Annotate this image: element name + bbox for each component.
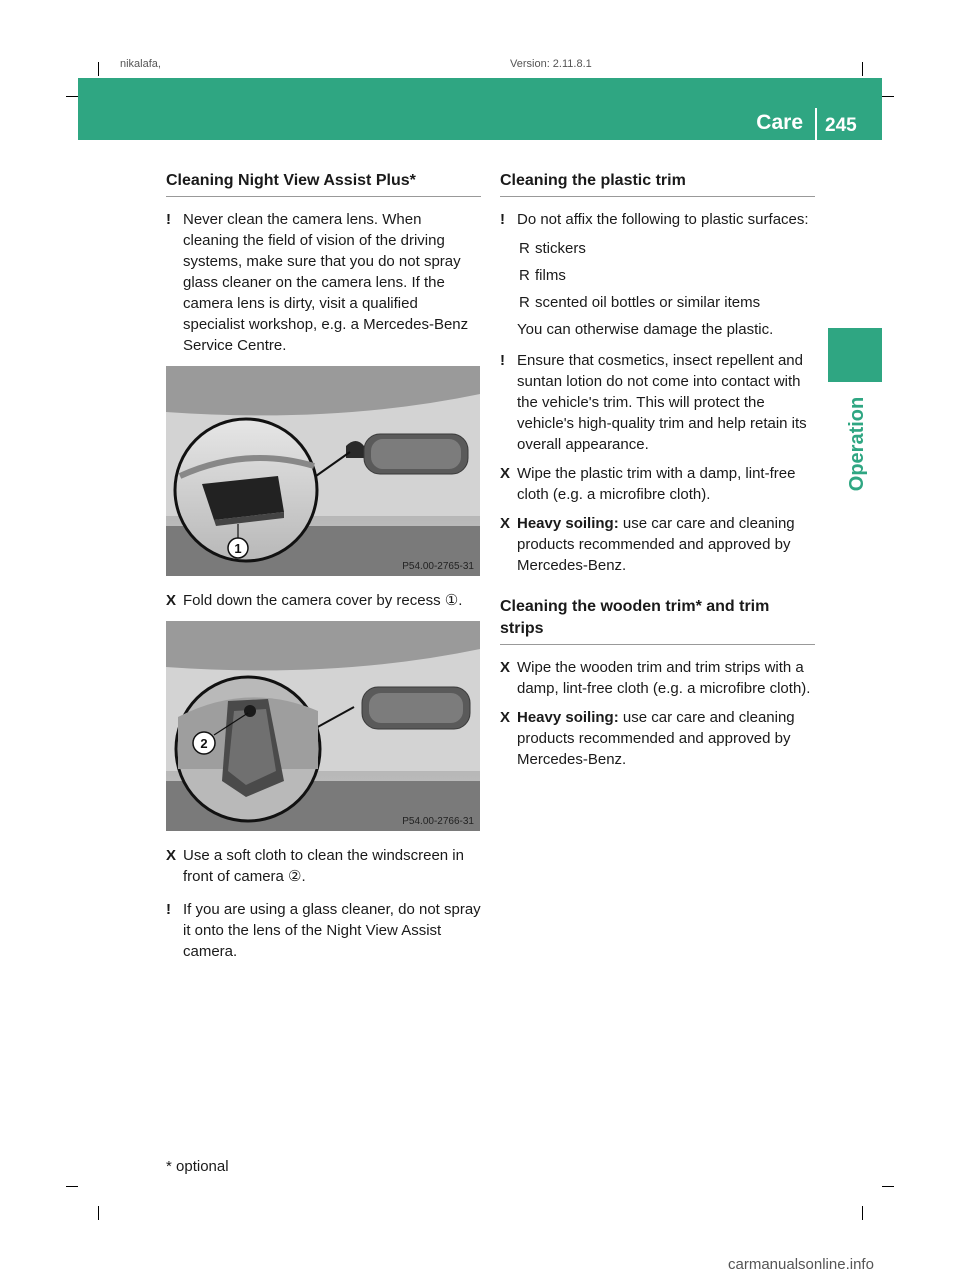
list-item: R films [519, 267, 566, 284]
step-wipe-plastic: X Wipe the plastic trim with a damp, lint-free cloth (e.g. a microfibre cloth). [500, 465, 796, 503]
crop-mark [98, 1206, 99, 1220]
step-icon: X [500, 659, 511, 676]
crop-mark [882, 1186, 894, 1187]
bullet-icon: R [519, 240, 530, 257]
heading-night-view: Cleaning Night View Assist Plus* [166, 170, 481, 197]
side-tab-label [823, 384, 887, 504]
warning-icon: ! [500, 211, 505, 228]
header-separator [815, 108, 817, 140]
step-icon: X [166, 847, 177, 864]
heading-plastic-trim: Cleaning the plastic trim [500, 170, 815, 197]
watermark: carmanualsonline.info [728, 1256, 874, 1273]
step-heavy-soiling: X Heavy soiling: use car care and cleaning products recommended and approved by Mercedes-Benz. [500, 709, 795, 768]
list-item: R stickers [519, 240, 586, 257]
svg-text:Operation: Operation [846, 396, 868, 492]
warning-icon: ! [166, 901, 171, 918]
step-icon: X [166, 592, 177, 609]
crop-mark [862, 1206, 863, 1220]
print-mark-left: nikalafa, [120, 58, 161, 70]
warning-note: ! Ensure that cosmetics, insect repellent and suntan lotion do not come into contact with the vehicle's trim. This will protect the vehicle's high-quality trim and help retain its overall appearance. [500, 352, 807, 453]
step-icon: X [500, 515, 511, 532]
svg-text:2: 2 [200, 736, 208, 751]
list-item: R scented oil bottles or similar items [519, 294, 761, 311]
figure-camera-windscreen [166, 621, 480, 831]
svg-text:P54.00-2766-31: P54.00-2766-31 [402, 816, 474, 827]
bullet-icon: R [519, 294, 530, 311]
figure-camera-cover [166, 366, 480, 576]
note-text: You can otherwise damage the plastic. [517, 321, 774, 338]
crop-mark [862, 62, 863, 76]
crop-mark [66, 96, 78, 97]
print-mark-center: Version: 2.11.8.1 [510, 58, 592, 70]
right-column [500, 170, 815, 778]
svg-text:1: 1 [234, 541, 242, 556]
page-number: 245 [825, 115, 857, 136]
footnote: * optional [166, 1158, 229, 1175]
warning-note: ! Do not affix the following to plastic surfaces: [500, 211, 809, 228]
step-fold-cover: X Fold down the camera cover by recess ①. [166, 592, 463, 609]
section-title: Care [756, 111, 803, 134]
step-wipe-wooden: X Wipe the wooden trim and trim strips with a damp, lint-free cloth (e.g. a microfibre cloth). [500, 659, 811, 697]
crop-mark [98, 62, 99, 76]
warning-note: ! If you are using a glass cleaner, do not spray it onto the lens of the Night View Assist camera. [166, 901, 481, 960]
side-tab-marker [828, 328, 882, 382]
left-column [166, 170, 481, 970]
step-heavy-soiling: X Heavy soiling: use car care and cleaning products recommended and approved by Mercedes-Benz. [500, 515, 795, 574]
step-icon: X [500, 709, 511, 726]
warning-icon: ! [500, 352, 505, 369]
step-icon: X [500, 465, 511, 482]
step-clean-windscreen: X Use a soft cloth to clean the windscreen in front of camera ②. [166, 847, 464, 885]
heading-wooden-trim: Cleaning the wooden trim* and trim strips [500, 596, 815, 645]
crop-mark [66, 1186, 78, 1187]
warning-note: ! Never clean the camera lens. When cleaning the field of vision of the driving systems, make sure that you do not spray glass cleaner on the camera lens. If the camera lens is dirty, visit a qualified specialist workshop, e.g. a Mercedes-Benz Service Centre. [166, 211, 469, 354]
bullet-icon: R [519, 267, 530, 284]
crop-mark [882, 96, 894, 97]
svg-text:P54.00-2765-31: P54.00-2765-31 [402, 561, 474, 572]
warning-icon: ! [166, 211, 171, 228]
